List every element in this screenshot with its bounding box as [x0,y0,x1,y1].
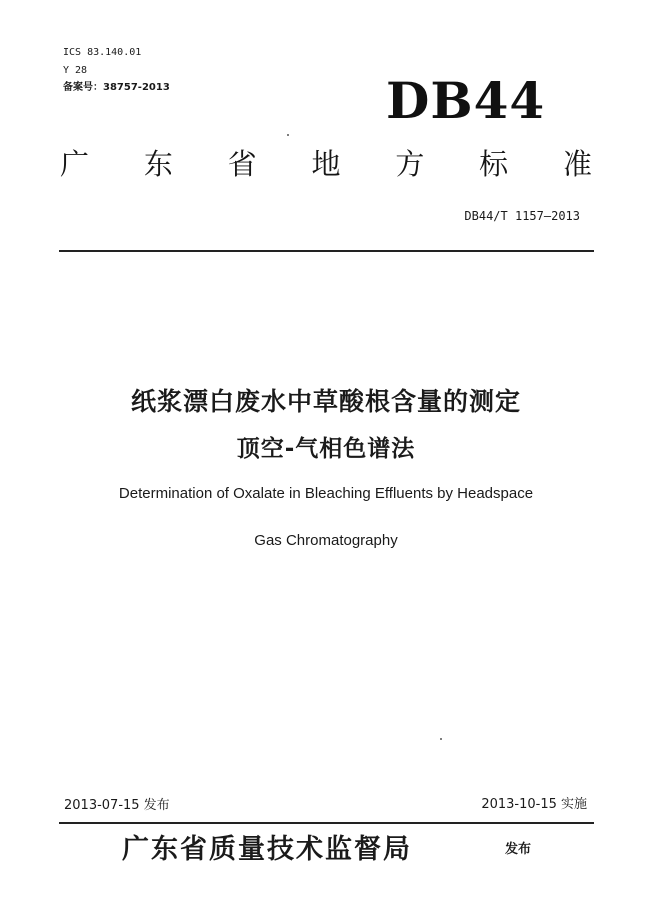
filing-number: 备案号：38757-2013 [63,82,170,93]
standard-category-char: 方 [395,147,425,181]
standard-category-char: 准 [562,147,592,181]
scan-speck [440,738,442,740]
classification-code: Y 28 [63,65,88,76]
title-chinese-line1: 纸浆漂白废水中草酸根含量的测定 [130,387,521,416]
title-english-line2: Gas Chromatography [254,532,398,549]
implementation-date: 2013-10-15 实施 [481,797,587,812]
ics-code: ICS 83.140.01 [63,47,142,58]
top-divider [59,250,594,252]
scan-speck [287,134,289,136]
issue-date: 2013-07-15 发布 [64,798,170,813]
title-chinese-line2: 顶空-气相色谱法 [236,436,416,462]
standard-category-char: 东 [143,147,173,181]
standard-category-char: 标 [479,147,509,181]
standard-category [60,146,592,182]
db44-mark: DB44 [386,71,546,130]
standard-category-char: 地 [311,147,341,181]
title-english-line1: Determination of Oxalate in Bleaching Effluents by Headspace [118,485,534,502]
publisher-name: 广东省质量技术监督局 [122,834,412,865]
standard-category-char: 省 [227,147,257,181]
publish-label: 发布 [505,842,532,857]
bottom-divider [59,822,594,824]
standard-category-char: 广 [60,147,90,181]
standard-number: DB44/T 1157—2013 [464,209,580,223]
